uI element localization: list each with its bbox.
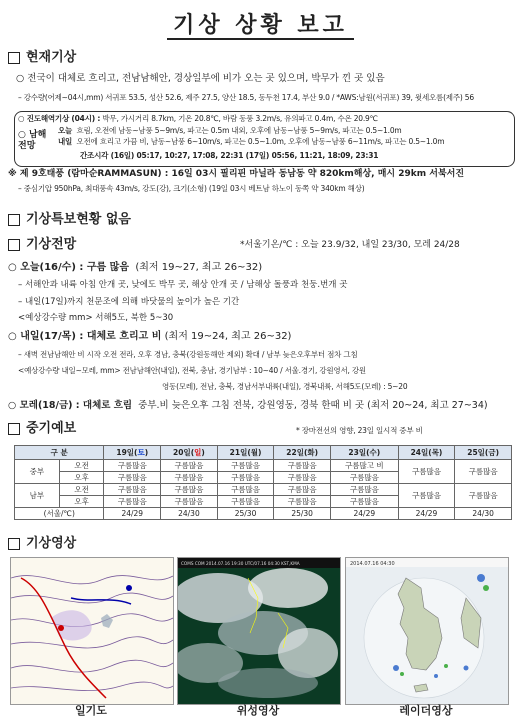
checkbox-icon — [8, 423, 20, 435]
typhoon-line1: ※ 제 9호태풍 (람마순RAMMASUN) : 16일 03시 필리핀 마닐라 동남동 약 820km해상, 매시 29km 서북서진 — [8, 169, 465, 179]
typhoon-line2: – 중심기압 950hPa, 최대풍속 43m/s, 강도(강), 크기(소형) (19일 03시 베트남 하노이 동쪽 약 340km 해상) — [18, 184, 365, 193]
checkbox-icon — [8, 52, 20, 64]
today-outlook: ○ 오늘(16/수) : 구름 많음 (최저 19~27, 최고 26~32) — [8, 262, 263, 273]
checkbox-icon — [8, 239, 20, 251]
table-row: 중부 오전 구름많음 구름많음 구름많음 구름많음 구름많고 비 구름많음 구름많음 — [15, 460, 512, 472]
namhae-today: 오늘 흐림, 오전에 남동~남풍 5~9m/s, 파고는 0.5m 내외, 오후에 남동~남풍 5~9m/s, 파고는 0.5~1.0m — [58, 126, 402, 135]
tide-times: 간조시각 (16일) 05:17, 10:27, 17:08, 22:31 (17일) 05:56, 11:21, 18:09, 23:31 — [80, 151, 379, 160]
tomorrow-outlook: ○ 내일(17/목) : 대체로 흐리고 비 (최저 19~24, 최고 26~32) — [8, 331, 292, 342]
satellite-image — [177, 557, 341, 705]
radar-stamp: 2014.07.16 04:30 — [350, 561, 395, 567]
namhae-label: ○ 남해 전망 — [18, 130, 47, 151]
today-line1: – 서해안과 내륙 아침 안개 곳, 낮에도 박무 곳, 해상 안개 곳 / 남해상 돌풍과 천둥.번개 곳 — [18, 280, 348, 290]
tomorrow-rain1: <예상강수량 내일~모레, mm> 전남남해안(내일), 전북, 충남, 경기남부 : 10~40 / 서울.경기, 강원영서, 강원 — [18, 366, 366, 375]
caption-radar: 레이더영상 — [399, 704, 453, 717]
report-title: 기상 상황 보고 — [0, 12, 521, 40]
section-current: 현재기상 — [8, 50, 76, 66]
table-row: 오후 구름많음 구름많음 구름많음 구름많음 구름많음 — [15, 472, 512, 484]
midterm-table — [14, 445, 512, 520]
jindo-weather: ○ 진도해역기상 (04시) : 박무, 가시거리 8.7km, 기온 20.8℃, 바람 동풍 3.2m/s, 유의파고 0.4m, 수온 20.9℃ — [18, 114, 378, 123]
weather-chart-image — [10, 557, 174, 705]
today-rain: <예상강수량 mm> 서해5도, 북한 5~30 — [18, 313, 174, 323]
table-header-row: 구 분 19일(토) 20일(일) 21일(월) 22일(화) 23일(수) 24일(목) 25일(금) — [15, 446, 512, 460]
current-summary: ○ 전국이 대체로 흐리고, 전남남해안, 경상일부에 비가 오는 곳 있으며, 박무가 낀 곳 있음 — [16, 73, 385, 84]
table-row: (서울/℃) 24/29 24/30 25/30 25/30 24/29 24/29 24/30 — [15, 508, 512, 520]
seoul-temps: *서울기온/℃ : 오늘 23.9/32, 내일 23/30, 모레 24/28 — [240, 240, 460, 250]
section-images: 기상영상 — [8, 536, 76, 552]
isobar-map-icon — [11, 558, 173, 704]
checkbox-icon — [8, 214, 20, 226]
section-midterm: 중기예보 — [8, 421, 76, 437]
tomorrow-rain2: 영동(모레), 전남, 충북, 경남서부내륙(내일), 경북내륙, 서해5도(모레) : 5~20 — [162, 382, 408, 391]
satellite-stamp: COMS COM 2014.07.16 19:30 UTC/07.16 04:30 KST,KMA — [181, 561, 300, 566]
rain-amounts: – 강수량(어제~04시,mm) 서귀포 53.5, 성산 52.6, 제주 27.5, 양산 18.5, 동두천 17.4, 부산 9.0 / *AWS:남원(서귀포) 39, 윗세오름(제주) 56 — [18, 93, 474, 102]
tomorrow-line1: – 새벽 전남남해안 비 시작 오전 전라, 오후 경남, 충북(강원동해안 제외) 확대 / 남부 늦은오후부터 점차 그침 — [18, 350, 358, 359]
section-special: 기상특보현황 없음 — [8, 212, 131, 228]
dayafter-outlook: ○ 모레(18/금) : 대체로 흐림 중부.비 늦은오후 그침 전북, 강원영동, 경북 한때 비 곳 (최저 20~24, 최고 27~34) — [8, 400, 488, 411]
caption-satellite: 위성영상 — [236, 704, 280, 717]
namhae-tomorrow: 내일 오전에 흐리고 가끔 비, 남동~남풍 6~10m/s, 파고는 0.5~1.0m, 오후에 남동~남풍 6~11m/s, 파고는 0.5~1.0m — [58, 137, 445, 146]
table-row: 오후 구름많음 구름많음 구름많음 구름많음 구름많음 — [15, 496, 512, 508]
checkbox-icon — [8, 538, 20, 550]
caption-weather-chart: 일기도 — [75, 704, 107, 717]
radar-image — [345, 557, 509, 705]
table-row: 남부 오전 구름많음 구름많음 구름많음 구름많음 구름많음 구름많음 구름많음 — [15, 484, 512, 496]
midterm-note: * 장마전선의 영향, 23일 일시적 중부 비 — [296, 426, 423, 435]
today-line2: – 내일(17일)까지 천문조에 의해 바닷물의 높이가 높은 기간 — [18, 297, 240, 307]
section-outlook: 기상전망 — [8, 237, 76, 253]
